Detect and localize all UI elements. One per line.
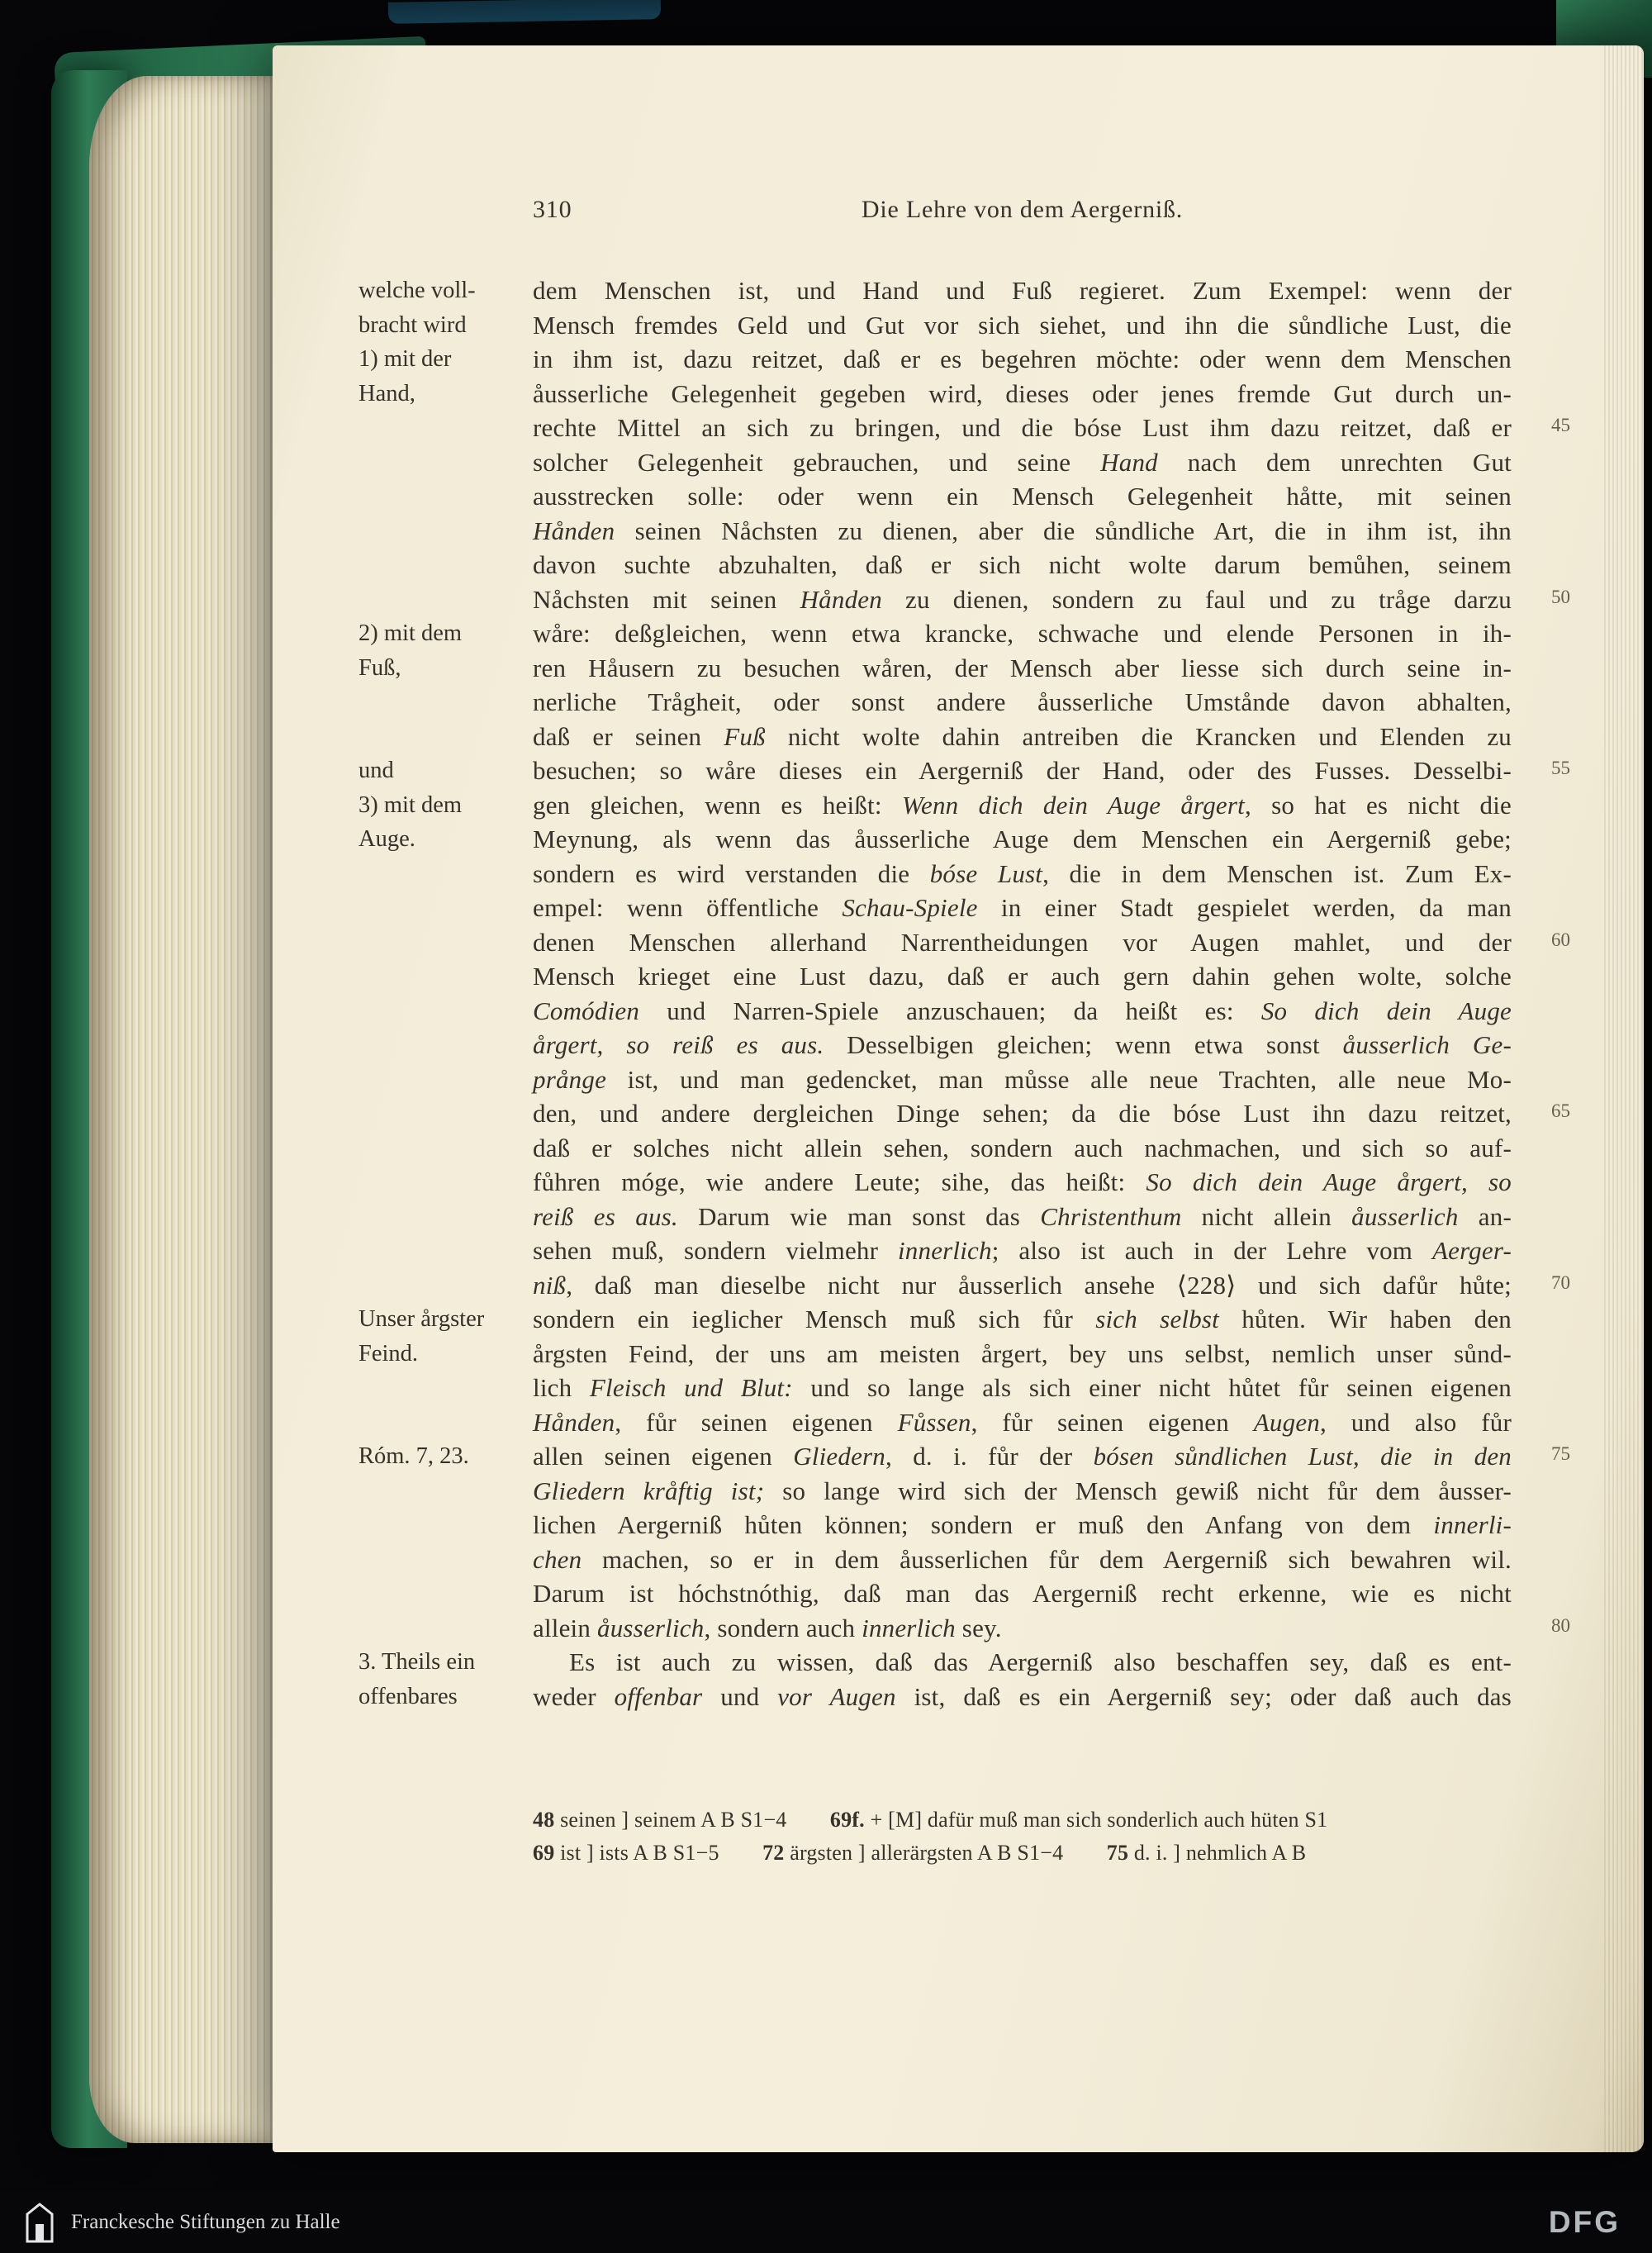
body-line: lich Fleisch und Blut: und so lange als sich einer nicht hůtet fůr seinen eigenen xyxy=(533,1373,1512,1402)
body-line: sondern ein ieglicher Mensch muß sich fůr sich selbst hůten. Wir haben den xyxy=(533,1305,1512,1333)
body-line: ausstrecken solle: oder wenn ein Mensch Gelegenheit håtte, mit seinen xyxy=(533,482,1512,511)
body-line: Gliedern kråftig ist; so lange wird sich der Mensch gewiß nicht fůr dem åusser- xyxy=(533,1476,1512,1505)
line-number: 80 xyxy=(1551,1614,1570,1636)
line-number: 65 xyxy=(1551,1100,1570,1121)
body-line: daß er solches nicht allein sehen, sondern auch nachmachen, und sich so auf- xyxy=(533,1133,1512,1162)
dfg-logo: DFG xyxy=(1548,2205,1621,2239)
body-line: chen machen, so er in dem åusserlichen fůr dem Aergerniß sich bewahren wil. xyxy=(533,1544,1512,1574)
apparatus-line: 48 seinen ] seinem A B S1−4 69f. + [M] dafür muß man sich sonderlich auch hüten S1 xyxy=(533,1808,1328,1832)
body-line: Mensch fremdes Geld und Gut vor sich siehet, und ihn die sůndliche Lust, die xyxy=(533,310,1512,340)
line-number: 60 xyxy=(1551,929,1570,950)
line-number: 50 xyxy=(1551,586,1570,607)
body-line: den, und andere dergleichen Dinge sehen; da die bóse Lust ihn dazu reitzet, xyxy=(533,1099,1512,1128)
body-line: Darum ist hóchstnóthig, daß man das Aergerniß recht erkenne, wie es nicht xyxy=(533,1579,1512,1608)
body-line: solcher Gelegenheit gebrauchen, und seine Hand nach dem unrechten Gut xyxy=(533,447,1512,477)
apparatus xyxy=(533,1804,1512,1870)
body-line: Mensch krieget eine Lust dazu, daß er auch gern dahin gehen wolte, solche xyxy=(533,962,1512,991)
body-line: Hånden, fůr seinen eigenen Fůssen, fůr seinen eigenen Augen, und also fůr xyxy=(533,1407,1512,1437)
body-line: rechte Mittel an sich zu bringen, und die bóse Lust ihm dazu reitzet, daß er xyxy=(533,413,1512,442)
line-number: 75 xyxy=(1551,1443,1570,1464)
body-line: weder offenbar und vor Augen ist, daß es ein Aergerniß sey; oder daß auch das xyxy=(533,1681,1512,1711)
margin-note: Unser årgster Feind. xyxy=(358,1306,485,1367)
body-line: davon suchte abzuhalten, daß er sich nicht wolte darum bemůhen, seinem xyxy=(533,550,1512,579)
body-line: empel: wenn öffentliche Schau-Spiele in einer Stadt gespielet werden, da man xyxy=(533,893,1512,922)
margin-note: 2) mit dem Fuß, xyxy=(358,620,463,681)
body-line: dem Menschen ist, und Hand und Fuß regieret. Zum Exempel: wenn der xyxy=(533,276,1512,305)
institution-name: Franckesche Stiftungen zu Halle xyxy=(71,2211,340,2233)
margin-note: und 3) mit dem Auge. xyxy=(358,758,463,852)
body-line: Comódien und Narren-Spiele anzuschauen; da heißt es: So dich dein Auge xyxy=(533,996,1512,1025)
body-line: besuchen; so wåre dieses ein Aergerniß der Hand, oder des Fusses. Desselbi- xyxy=(533,756,1512,785)
body-line: allen seinen eigenen Gliedern, d. i. fůr der bósen sůndlichen Lust, die in den xyxy=(533,1442,1512,1471)
apparatus-line: 69 ist ] ists A B S1−5 72 ärgsten ] allerärgsten A B S1−4 75 d. i. ] nehmlich A B xyxy=(533,1841,1307,1865)
body-line: niß, daß man dieselbe nicht nur åusserlich ansehe ⟨228⟩ und sich dafůr hůte; xyxy=(533,1270,1512,1300)
body-line: årgert, so reiß es aus. Desselbigen gleichen; wenn etwa sonst åusserlich Ge- xyxy=(533,1030,1512,1059)
book-top-edge xyxy=(388,0,661,24)
body-text xyxy=(533,273,1512,1714)
margin-note: 3. Theils ein offenbares xyxy=(358,1649,476,1709)
line-number: 70 xyxy=(1551,1271,1570,1293)
body-line: reiß es aus. Darum wie man sonst das Christenthum nicht allein åusserlich an- xyxy=(533,1201,1512,1231)
body-line: nerliche Trågheit, oder sonst andere åusserliche Umstånde davon abhalten, xyxy=(533,687,1512,716)
body-line: Nåchsten mit seinen Hånden zu dienen, sondern zu faul und zu tråge darzu xyxy=(533,584,1512,614)
body-line: Es ist auch zu wissen, daß das Aergerniß also beschaffen sey, daß es ent- xyxy=(569,1647,1512,1676)
body-line: Meynung, als wenn das åusserliche Auge dem Menschen ein Aergerniß gebe; xyxy=(533,825,1512,853)
book-page-edges xyxy=(89,76,276,2143)
body-line: daß er seinen Fuß nicht wolte dahin antreiben die Krancken und Elenden zu xyxy=(533,721,1512,751)
institution-logo xyxy=(23,2200,340,2245)
institution-logo-icon xyxy=(23,2201,56,2244)
body-line: Hånden seinen Nåchsten zu dienen, aber die sůndliche Art, die in ihm ist, ihn xyxy=(533,516,1512,545)
body-line: wåre: deßgleichen, wenn etwa krancke, schwache und elende Personen in ih- xyxy=(533,619,1512,648)
body-line: åusserliche Gelegenheit gegeben wird, dieses oder jenes fremde Gut durch un- xyxy=(533,378,1512,408)
body-line: sehen muß, sondern vielmehr innerlich; also ist auch in der Lehre vom Aerger- xyxy=(533,1236,1512,1265)
body-line: årgsten Feind, der uns am meisten årgert, bey uns selbst, nemlich unser sůnd- xyxy=(533,1338,1512,1368)
body-line: lichen Aergerniß hůten können; sondern er muß den Anfang von dem innerli- xyxy=(533,1510,1512,1539)
body-line: fůhren móge, wie andere Leute; sihe, das heißt: So dich dein Auge årgert, so xyxy=(533,1167,1512,1196)
running-title: Die Lehre von dem Aergerniß. xyxy=(861,196,1184,223)
book-page xyxy=(273,45,1644,2152)
body-line: denen Menschen allerhand Narrentheidungen vor Augen mahlet, und der xyxy=(533,927,1512,957)
body-line: in ihm ist, dazu reitzet, daß er es begehren möchte: oder wenn dem Menschen xyxy=(533,345,1512,373)
margin-note: welche voll- bracht wird 1) mit der Hand, xyxy=(358,278,476,406)
body-line: allein åusserlich, sondern auch innerlich sey. xyxy=(533,1613,1002,1642)
body-line: sondern es wird verstanden die bóse Lust, die in dem Menschen ist. Zum Ex- xyxy=(533,858,1512,888)
line-number: 45 xyxy=(1551,415,1570,435)
footer-bar xyxy=(0,2190,1652,2253)
body-line: ren Håusern zu besuchen wåren, der Mensch aber liesse sich durch seine in- xyxy=(533,653,1512,682)
line-number: 55 xyxy=(1551,758,1570,778)
body-line: gen gleichen, wenn es heißt: Wenn dich dein Auge årgert, so hat es nicht die xyxy=(533,790,1512,820)
margin-note: Róm. 7, 23. xyxy=(358,1443,469,1469)
body-line: prånge ist, und man gedencket, man můsse alle neue Trachten, alle neue Mo- xyxy=(533,1064,1512,1094)
page-number: 310 xyxy=(533,196,572,223)
